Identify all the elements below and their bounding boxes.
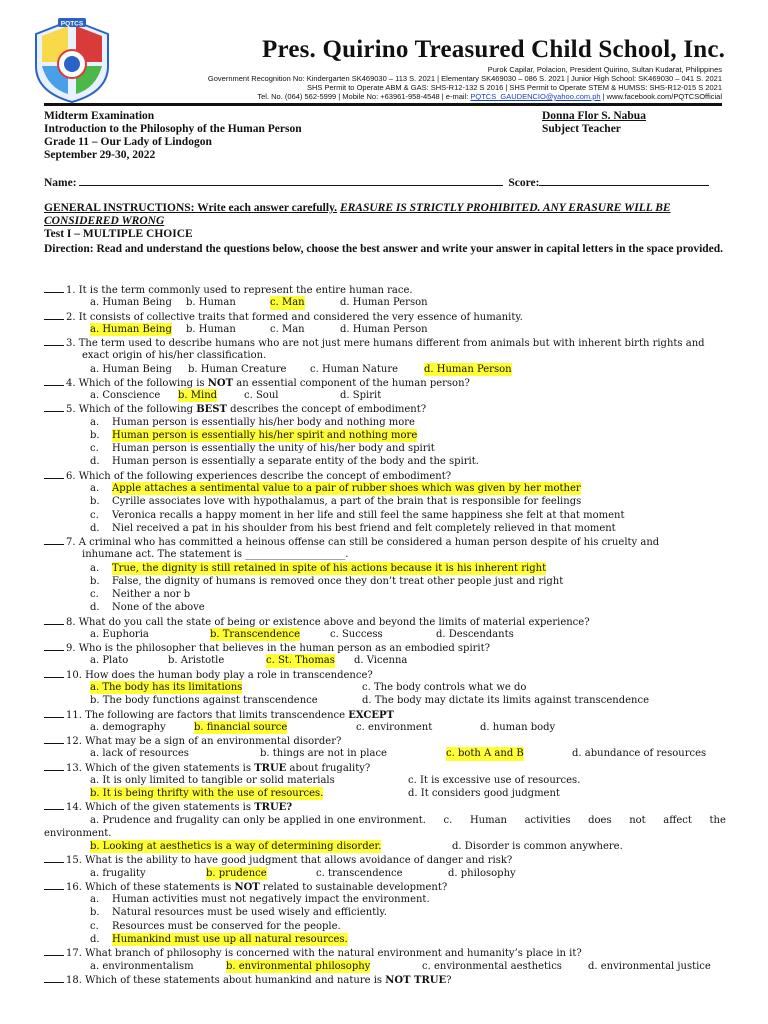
question-row: [44, 310, 726, 323]
question-row: [44, 562, 726, 575]
question-row: [44, 853, 726, 866]
answer-blank[interactable]: [44, 402, 64, 412]
option-text: Humankind must use up all natural resources.: [112, 934, 348, 946]
option: a. frugality: [90, 867, 146, 879]
option: b. Human Creature: [188, 363, 287, 375]
answer-blank[interactable]: [44, 615, 64, 625]
option: b. The body functions against transcendence: [90, 695, 318, 707]
question-row: [44, 442, 726, 455]
question-emphasis: NOT: [234, 881, 260, 893]
option-text: Human person is essentially his/her body and nothing more: [112, 416, 415, 428]
name-label: Name:: [44, 177, 77, 189]
option: b. financial source: [194, 721, 288, 733]
question-row: [44, 867, 726, 880]
answer-blank[interactable]: [44, 708, 64, 718]
option-text: Veronica recalls a happy moment in her life and still feel the same happiness she felt at that moment: [112, 509, 625, 521]
option: a. Conscience: [90, 390, 161, 402]
question-text: 18. Which of these statements about humankind and nature is: [66, 974, 386, 986]
question-text-tail: describes the concept of embodiment?: [226, 404, 427, 416]
question-row: [44, 747, 726, 760]
option-letter: a.: [90, 562, 100, 574]
option-text: Resources must be conserved for the people.: [112, 920, 341, 932]
question-row: [44, 668, 726, 681]
option: a. demography: [90, 721, 166, 733]
question-text: 7. A criminal who has committed a heinous offense can still be considered a human person despite of his cruelty and: [66, 537, 660, 549]
question-text-continued: inhumane act. The statement is ____________________.: [82, 549, 349, 561]
question-text: 14. Which of the given statements is: [66, 802, 255, 814]
question-text: 10. How does the human body play a role in transcendence?: [66, 669, 373, 681]
option-letter: d.: [90, 602, 100, 614]
answer-blank[interactable]: [44, 761, 64, 771]
question-row: [44, 814, 726, 827]
option: d. Human Person: [424, 363, 512, 375]
option: d. Human Person: [340, 297, 428, 309]
option: d. Vicenna: [354, 655, 408, 667]
question-text: 17. What branch of philosophy is concerned with the natural environment and humanity’s place in it?: [66, 948, 582, 960]
school-name: Pres. Quirino Treasured Child School, Inc.: [262, 36, 726, 63]
option-text: False, the dignity of humans is removed once they don’t treat other people just and right: [112, 575, 564, 587]
question-text: 5. Which of the following: [66, 404, 197, 416]
option-text: Human activities must not negatively impact the environment.: [112, 894, 430, 906]
answer-blank[interactable]: [44, 336, 64, 346]
question-row: [44, 416, 726, 429]
option-text: Neither a nor b: [112, 589, 191, 601]
contact-prefix: Tel. No. (064) 562-5999 | Mobile No: +63961-958-4548 | e-mail:: [257, 92, 469, 101]
option: d. Disorder is common anywhere.: [452, 841, 623, 853]
question-emphasis: TRUE: [254, 762, 287, 774]
option: b. environmental philosophy: [226, 960, 371, 972]
option: d. philosophy: [448, 867, 516, 879]
option: b. Looking at aesthetics is a way of determining disorder.: [90, 841, 382, 853]
answer-blank[interactable]: [44, 283, 64, 293]
option-letter: b.: [90, 907, 100, 919]
question-row: [44, 641, 726, 654]
score-field[interactable]: [539, 175, 709, 186]
option: d. human body: [480, 721, 556, 733]
question-row: [44, 323, 726, 336]
question-emphasis: NOT TRUE: [385, 974, 447, 986]
option-letter: c.: [90, 589, 99, 601]
questions-list: [44, 283, 726, 986]
option-letter: d.: [90, 934, 100, 946]
answer-blank[interactable]: [44, 469, 64, 479]
option-letter: c.: [90, 443, 99, 455]
option-letter: b.: [90, 429, 100, 441]
option: b. Human: [186, 297, 236, 309]
option-text: Human person is essentially his/her spirit and nothing more: [112, 429, 418, 441]
question-row: [44, 389, 726, 402]
question-text-tail: ?: [446, 974, 452, 986]
question-emphasis: TRUE?: [254, 802, 293, 814]
score-label: Score:: [508, 177, 540, 189]
option: c. environment: [356, 721, 433, 733]
question-row: [44, 455, 726, 468]
option-text: Apple attaches a sentimental value to a pair of rubber shoes which was given by her mother: [112, 482, 581, 494]
question-emphasis: EXCEPT: [348, 709, 394, 721]
option-text: Natural resources must be used wisely and efficiently.: [112, 907, 387, 919]
option-letter: d.: [90, 522, 100, 534]
option-word: affect: [663, 814, 692, 826]
question-row: [44, 283, 726, 296]
contact-suffix: | www.facebook.com/PQTCSOfficial: [602, 92, 722, 101]
question-text: 8. What do you call the state of being or existence above and beyond the limits of material experience?: [66, 616, 590, 628]
option: d. environmental justice: [588, 960, 711, 972]
question-text: 2. It consists of collective traits that formed and considered the very essence of humanity.: [66, 311, 523, 323]
question-row: [44, 800, 726, 813]
question-row: [44, 681, 726, 694]
question-row: [44, 761, 726, 774]
answer-blank[interactable]: [44, 310, 64, 320]
option: c. Success: [330, 628, 383, 640]
answer-blank[interactable]: [44, 734, 64, 744]
question-row: [44, 654, 726, 667]
question-row: [44, 774, 726, 787]
question-row: [44, 402, 726, 415]
question-text-continued: exact origin of his/her classification.: [82, 350, 267, 362]
exam-title: Midterm Examination: [44, 110, 155, 122]
instructions-warning: ERASURE IS STRICTLY PROHIBITED. ANY ERASURE WILL BE CONSIDERED WRONG: [44, 202, 671, 227]
question-row: [44, 933, 726, 946]
question-row: [44, 601, 726, 614]
teacher-name: Donna Flor S. Nabua: [542, 110, 646, 122]
justified-option-line: [90, 814, 726, 827]
question-row: [44, 296, 726, 309]
option-text: True, the dignity is still retained in spite of his actions because it is his inherent right: [112, 562, 547, 574]
option-letter: c.: [90, 920, 99, 932]
option: a. It is only limited to tangible or solid materials: [90, 774, 335, 786]
teacher-role: Subject Teacher: [542, 123, 621, 135]
question-row: [44, 946, 726, 959]
general-instructions: [44, 202, 724, 228]
header-divider: [44, 103, 722, 106]
option: c. Soul: [244, 390, 279, 402]
option: c. Man: [270, 323, 305, 335]
test-direction: Direction: Read and understand the questions below, choose the best answer and write your answer in capital letters in the space provided.: [44, 243, 724, 255]
option: d. It considers good judgment: [408, 788, 560, 800]
answer-blank[interactable]: [44, 880, 64, 890]
question-row: [44, 787, 726, 800]
option-letter: b.: [90, 496, 100, 508]
question-text-tail: about frugality?: [286, 762, 371, 774]
question-row: [44, 509, 726, 522]
question-row: [44, 522, 726, 535]
option: b. Transcendence: [210, 628, 300, 640]
question-row: [44, 548, 726, 561]
option: d. The body may dictate its limits against transcendence: [362, 695, 649, 707]
option-word: not: [629, 814, 646, 826]
option-letter: c.: [90, 509, 99, 521]
answer-blank[interactable]: [44, 946, 64, 956]
option-letter: a.: [90, 894, 100, 906]
question-row: [44, 920, 726, 933]
question-text: 4. Which of the following is: [66, 377, 208, 389]
question-text: 6. Which of the following experiences describe the concept of embodiment?: [66, 470, 452, 482]
school-permits: SHS Permit to Operate ABM & GAS: SHS-R12-132 S 2016 | SHS Permit to Operate STEM & HUMSS: SHS-R12-015 S 2021: [306, 83, 722, 92]
option: d. Descendants: [436, 628, 514, 640]
option: c. Man: [270, 297, 305, 309]
option: c. both A and B: [446, 748, 524, 760]
option: a. Human Being: [90, 323, 172, 335]
option-word: a. Prudence and frugality can only be applied in one environment.: [90, 814, 426, 826]
question-row: [44, 535, 726, 548]
option: c. St. Thomas: [266, 655, 335, 667]
school-recognition: Government Recognition No: Kindergarten SK469030 – 113 S. 2021 | Elementary SK469030 – 086 S. 2021 | Junior High School: SK469030 – 041 S. 2021: [207, 74, 722, 83]
answer-blank[interactable]: [44, 853, 64, 863]
exam-date: September 29-30, 2022: [44, 149, 156, 161]
name-field[interactable]: [79, 175, 503, 186]
option-letter: d.: [90, 456, 100, 468]
question-row: [44, 429, 726, 442]
question-text: 15. What is the ability to have good judgment that allows avoidance of danger and risk?: [66, 855, 513, 867]
option: a. Human Being: [90, 297, 172, 309]
question-emphasis: NOT: [207, 377, 234, 389]
question-text: 9. Who is the philosopher that believes in the human person as an embodied spirit?: [66, 643, 491, 655]
option: b. Aristotle: [168, 655, 225, 667]
question-row: [44, 960, 726, 973]
option-word: the: [709, 814, 726, 826]
question-row: [44, 615, 726, 628]
option: d. Spirit: [340, 390, 382, 402]
question-text-tail: an essential component of the human person?: [233, 377, 470, 389]
answer-blank[interactable]: [44, 641, 64, 651]
question-text: 13. Which of the given statements is: [66, 762, 255, 774]
question-row: [44, 495, 726, 508]
question-row: [44, 588, 726, 601]
option-word: c.: [443, 814, 453, 826]
answer-blank[interactable]: [44, 668, 64, 678]
option: a. Plato: [90, 655, 129, 667]
option-word: activities: [524, 814, 571, 826]
question-row: [44, 893, 726, 906]
option-text: Cyrille associates love with hypothalamus, a part of the brain that is responsible for feelings: [112, 496, 582, 508]
option: c. environmental aesthetics: [422, 960, 562, 972]
answer-blank[interactable]: [44, 973, 64, 983]
test-heading: Test I – MULTIPLE CHOICE: [44, 228, 193, 240]
question-row: [44, 708, 726, 721]
question-row: [44, 880, 726, 893]
option: d. Human Person: [340, 323, 428, 335]
option-text: Human person is essentially the unity of his/her body and spirit: [112, 443, 435, 455]
option: b. things are not in place: [260, 748, 387, 760]
option: a. Euphoria: [90, 628, 149, 640]
question-row: [44, 628, 726, 641]
question-row: [44, 973, 726, 986]
option: c. transcendence: [316, 867, 403, 879]
question-row: [44, 575, 726, 588]
instructions-label: GENERAL INSTRUCTIONS: Write each answer carefully.: [44, 202, 338, 214]
option: a. lack of resources: [90, 748, 189, 760]
question-row: [44, 482, 726, 495]
question-row: [44, 349, 726, 362]
option: a. The body has its limitations: [90, 681, 243, 693]
option-text: None of the above: [112, 602, 205, 614]
option: a. Human Being: [90, 363, 172, 375]
option-text: Niel received a pat in his shoulder from his best friend and felt completely relieved in that moment: [112, 522, 616, 534]
school-address: Purok Capilar, Polacion, President Quirino, Sultan Kudarat, Philippines: [487, 65, 722, 74]
option: c. Human Nature: [310, 363, 399, 375]
question-row: [44, 734, 726, 747]
logo-text: PQTCS: [60, 20, 84, 28]
answer-blank[interactable]: [44, 800, 64, 810]
answer-blank[interactable]: [44, 535, 64, 545]
school-contact: [257, 92, 722, 101]
question-text: 16. Which of these statements is: [66, 881, 235, 893]
question-row: [44, 840, 726, 853]
question-text: 3. The term used to describe humans who are not just mere humans different from animals but with inherent birth rights and: [66, 338, 705, 350]
option: d. abundance of resources: [572, 748, 707, 760]
question-row: [44, 469, 726, 482]
option: c. It is excessive use of resources.: [408, 774, 581, 786]
question-row: [44, 694, 726, 707]
question-row: [44, 336, 726, 349]
email-link[interactable]: PQTCS_GAUDENCIO@yahoo.com.ph: [470, 92, 601, 101]
question-text: 1. It is the term commonly used to represent the entire human race.: [66, 285, 413, 296]
question-text: 11. The following are factors that limits transcendence: [66, 709, 349, 721]
answer-blank[interactable]: [44, 376, 64, 386]
question-text-tail: related to sustainable development?: [259, 881, 448, 893]
option-letter: a.: [90, 416, 100, 428]
question-row: [44, 363, 726, 376]
school-logo-icon: [28, 16, 116, 104]
option-letter: a.: [90, 482, 100, 494]
option-text: Human person is essentially a separate entity of the body and the spirit.: [112, 456, 479, 468]
option: b. Mind: [178, 390, 218, 402]
question-row: [44, 376, 726, 389]
question-row: [44, 906, 726, 919]
exam-subject: Introduction to the Philosophy of the Human Person: [44, 123, 302, 135]
exam-grade: Grade 11 – Our Lady of Lindogon: [44, 136, 212, 148]
option: b. Human: [186, 323, 236, 335]
option: c. The body controls what we do: [362, 681, 527, 693]
question-row: [44, 721, 726, 734]
option: b. prudence: [206, 867, 267, 879]
question-emphasis: BEST: [196, 404, 227, 416]
question-text-continued: environment.: [44, 827, 112, 839]
option-word: does: [588, 814, 612, 826]
name-score-line: [44, 175, 709, 189]
option: b. It is being thrifty with the use of resources.: [90, 788, 324, 800]
question-text: 12. What may be a sign of an environmental disorder?: [66, 736, 342, 748]
option-letter: b.: [90, 575, 100, 587]
question-row: [44, 827, 726, 840]
option: a. environmentalism: [90, 960, 194, 972]
option-word: Human: [469, 814, 507, 826]
